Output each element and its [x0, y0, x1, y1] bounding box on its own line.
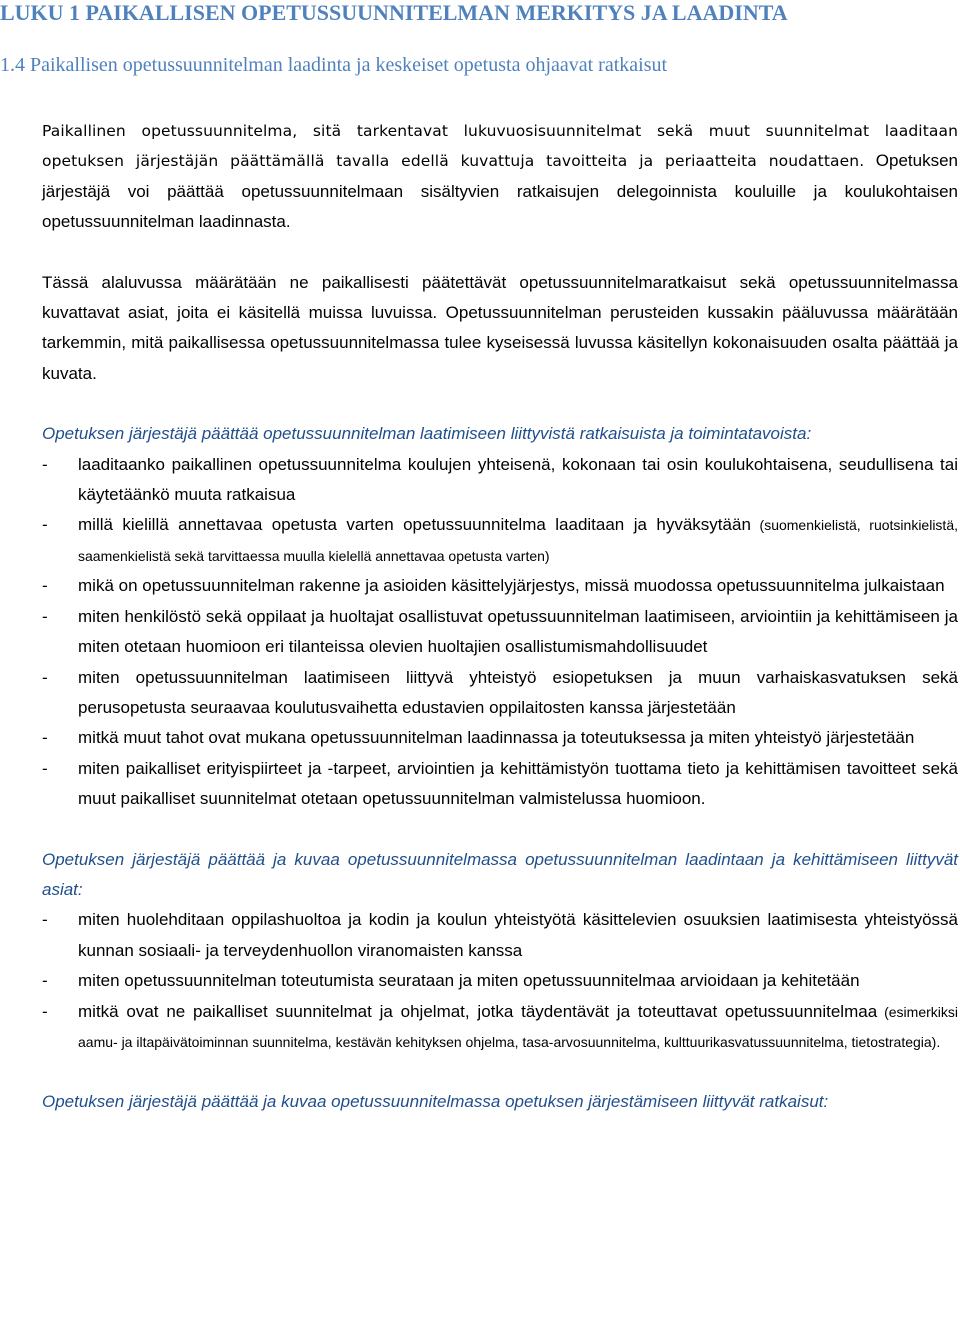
list-item-text: miten huolehditaan oppilashuoltoa ja kodin ja koulun yhteistyötä käsittelevien osuuksien laatimisesta yhteistyössä kunnan sosiaali- ja terveydenhuollon viranomaisten kanssa	[78, 910, 958, 960]
section-title	[0, 52, 667, 78]
list-item-note: (esimerkiksi aamu- ja iltapäivätoiminnan suunnitelma, kestävän kehityksen ohjelma, tasa-arvosuunnitelma, kulttuurikasvatussuunnitelma, tietostrategia).	[78, 1003, 958, 1050]
dash-bullet: -	[42, 728, 48, 748]
list-item	[42, 450, 958, 511]
spacer	[42, 389, 958, 419]
list1-heading: Opetuksen järjestäjä päättää opetussuunnitelman laatimiseen liittyvistä ratkaisuista ja toimintatavoista:	[42, 424, 812, 444]
list-item	[42, 905, 958, 966]
document-body	[42, 116, 958, 1118]
list-item-text: miten opetussuunnitelman toteutumista seurataan ja miten opetussuunnitelmaa arvioidaan ja kehitetään	[78, 971, 860, 991]
spacer	[42, 1057, 958, 1087]
dash-bullet: -	[42, 515, 48, 535]
list-item-text: millä kielillä annettavaa opetusta varten opetussuunnitelma laaditaan ja hyväksytään	[78, 515, 751, 535]
dash-bullet: -	[42, 758, 48, 778]
dash-bullet: -	[42, 971, 48, 991]
list-item	[42, 510, 958, 571]
spacer	[42, 815, 958, 845]
list-item	[42, 997, 958, 1058]
list-item	[42, 966, 958, 996]
paragraph-scope: Tässä alaluvussa määrätään ne paikallisesti päätettävät opetussuunnitelmaratkaisut sekä opetussuunnitelmassa kuvattavat asiat, joita ei käsitellä muissa luvuissa. Opetussuunnitelman perusteiden kussakin pääluvussa määrätään tarkemmin, mitä paikallisessa opetussuunnitelmassa tulee kyseisessä luvussa käsitellyn kokonaisuuden osalta päättää ja kuvata.	[42, 272, 958, 383]
dash-bullet: -	[42, 667, 48, 687]
dash-bullet: -	[42, 576, 48, 596]
list-item-text: miten henkilöstö sekä oppilaat ja huoltajat osallistuvat opetussuunnitelman laatimiseen, arviointiin ja kehittämiseen ja miten otetaan huomioon eri tilanteissa olevien huoltajien osallistumismahdollisuudet	[78, 606, 958, 657]
list-item-text: miten paikalliset erityispiirteet ja -tarpeet, arviointien ja kehittämistyön tuottama tieto ja kehittämisen tavoitteet sekä muut paikalliset suunnitelmat otetaan opetussuunnitelman valmistelussa huomioon.	[78, 758, 958, 809]
heading3: Opetuksen järjestäjä päättää ja kuvaa opetussuunnitelmassa opetuksen järjestämiseen liittyvät ratkaisut:	[42, 1092, 829, 1112]
paragraph-intro-part1: Paikallinen opetussuunnitelma, sitä tarkentavat lukuvuosisuunnitelmat sekä muut suunnitelmat laaditaan opetuksen järjestäjän päättämällä tavalla edellä kuvattuja tavoitteita ja periaatteita noudattaen.	[42, 122, 958, 171]
list-item-text: mikä on opetussuunnitelman rakenne ja asioiden käsittelyjärjestys, missä muodossa opetussuunnitelma julkaistaan	[78, 576, 945, 596]
spacer	[42, 238, 958, 268]
list-item	[42, 754, 958, 815]
paragraph-intro-part2: Opetuksen järjestäjä voi päättää opetussuunnitelmaan sisältyvien ratkaisujen delegoinnista kouluille ja koulukohtaisen opetussuunnitelman laadinnasta.	[42, 151, 958, 232]
paragraph-intro	[42, 116, 958, 238]
list-item	[42, 723, 958, 753]
dash-bullet: -	[42, 1001, 48, 1021]
list-item	[42, 602, 958, 663]
list2	[42, 905, 958, 1057]
section-title-text: Paikallisen opetussuunnitelman laadinta ja keskeiset opetusta ohjaavat ratkaisut	[30, 54, 668, 76]
dash-bullet: -	[42, 454, 48, 474]
list-item-text: mitkä ovat ne paikalliset suunnitelmat ja ohjelmat, jotka täydentävät ja toteuttavat opetussuunnitelmaa	[78, 1001, 878, 1021]
list2-heading: Opetuksen järjestäjä päättää ja kuvaa opetussuunnitelmassa opetussuunnitelman laadintaan ja kehittämiseen liittyvät asiat:	[42, 849, 958, 899]
dash-bullet: -	[42, 910, 48, 930]
section-number: 1.4	[0, 54, 25, 76]
list-item-note: (suomenkielistä, ruotsinkielistä, saamenkielistä sekä tarvittaessa muulla kielellä annettavaa opetusta varten)	[78, 517, 958, 564]
list1	[42, 450, 958, 815]
list-item	[42, 663, 958, 724]
list-item-text: mitkä muut tahot ovat mukana opetussuunnitelman laadinnassa ja toteutuksessa ja miten yhteistyö järjestetään	[78, 728, 915, 748]
list-item	[42, 571, 958, 601]
list-item-text: miten opetussuunnitelman laatimiseen liittyvä yhteistyö esiopetuksen ja muun varhaiskasvatuksen sekä perusopetusta seuraavaa koulutusvaihetta edustavien oppilaitosten kanssa järjestetään	[78, 667, 958, 717]
list-item-text: laaditaanko paikallinen opetussuunnitelma koulujen yhteisenä, kokonaan tai osin koulukohtaisena, seudullisena tai käytetäänkö muuta ratkaisua	[78, 454, 958, 505]
chapter-title: LUKU 1 PAIKALLISEN OPETUSSUUNNITELMAN MERKITYS JA LAADINTA	[0, 0, 788, 25]
dash-bullet: -	[42, 606, 48, 626]
